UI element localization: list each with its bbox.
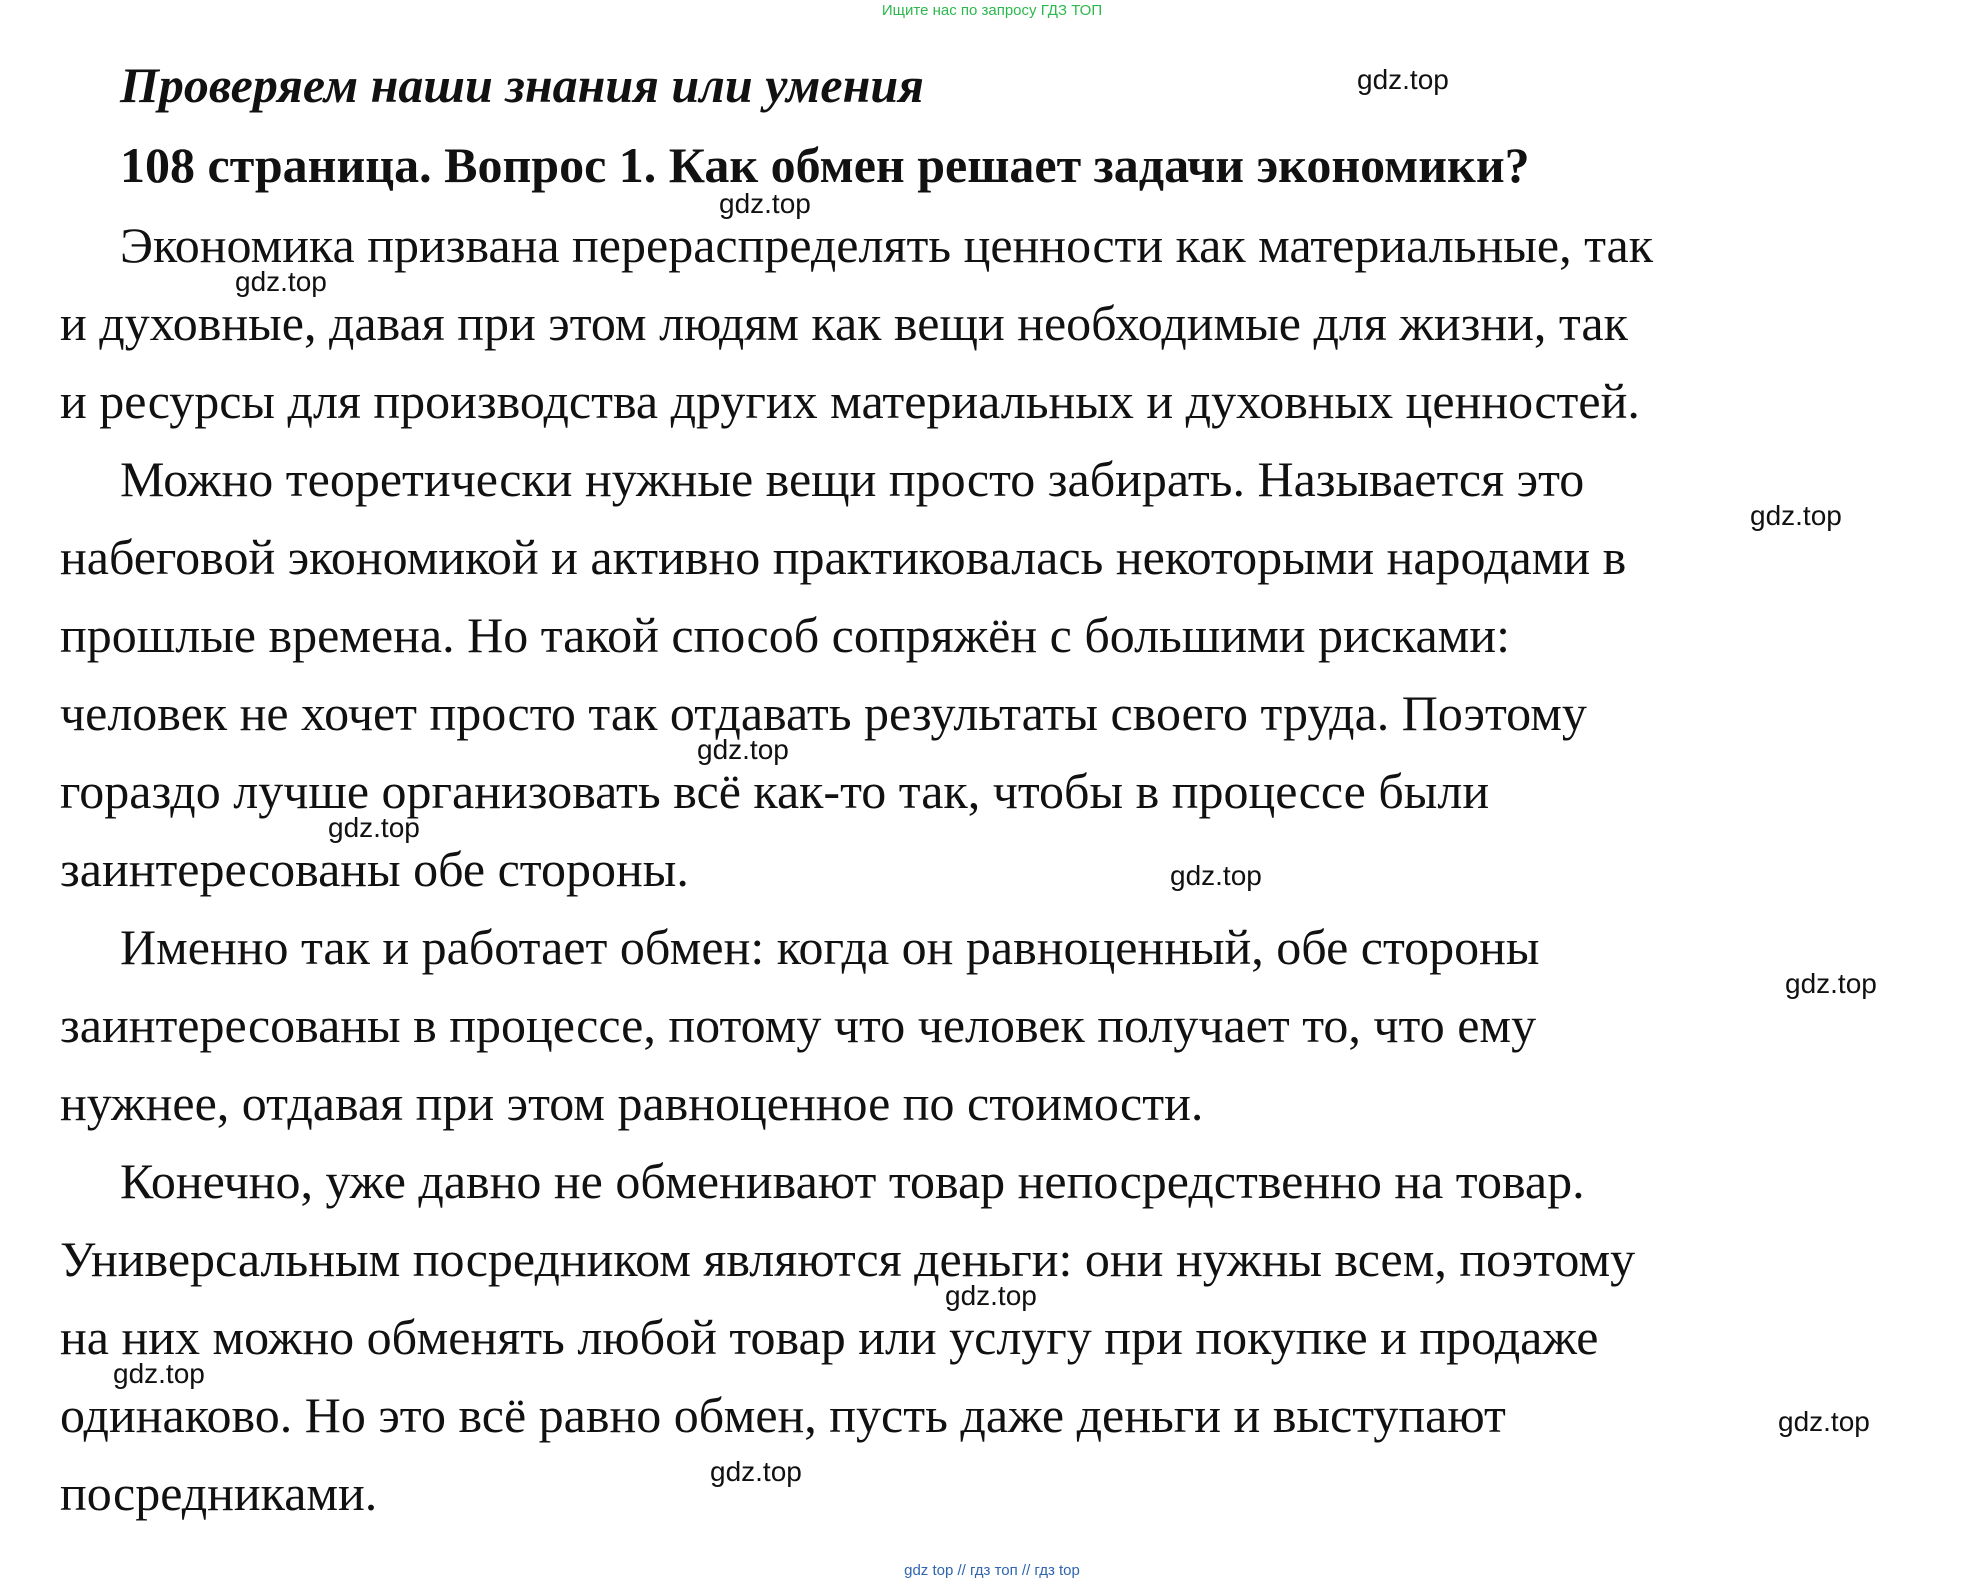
text-line: одинаково. Но это всё равно обмен, пусть даже деньги и выступают — [60, 1387, 1506, 1443]
watermark: gdz.top — [945, 1280, 1037, 1311]
watermark: gdz.top — [1750, 500, 1842, 531]
text-line: гораздо лучше организовать всё как-то так, чтобы в процессе были — [60, 763, 1490, 819]
text-line: нужнее, отдавая при этом равноценное по стоимости. — [60, 1075, 1204, 1131]
text-line: заинтересованы в процессе, потому что человек получает то, что ему — [60, 997, 1537, 1053]
text-line: прошлые времена. Но такой способ сопряжён с большими рисками: — [60, 607, 1510, 663]
text-line: Можно теоретически нужные вещи просто забирать. Называется это — [120, 451, 1585, 507]
text-line: Экономика призвана перераспределять ценности как материальные, так — [120, 217, 1654, 273]
question-title: 108 страница. Вопрос 1. Как обмен решает задачи экономики? — [120, 137, 1530, 193]
text-line: человек не хочет просто так отдавать результаты своего труда. Поэтому — [60, 685, 1587, 741]
watermark: gdz.top — [1357, 64, 1449, 95]
watermark: gdz.top — [328, 812, 420, 843]
watermark: gdz.top — [1170, 860, 1262, 891]
text-line: и духовные, давая при этом людям как вещи необходимые для жизни, так — [60, 295, 1628, 351]
text-line: посредниками. — [60, 1465, 378, 1521]
watermark: gdz.top — [1785, 968, 1877, 999]
watermark: gdz.top — [697, 734, 789, 765]
text-line: набеговой экономикой и активно практиковалась некоторыми народами в — [60, 529, 1627, 585]
watermark: gdz.top — [235, 266, 327, 297]
watermark: gdz.top — [1778, 1406, 1870, 1437]
watermark: gdz.top — [710, 1456, 802, 1487]
watermark: gdz.top — [719, 188, 811, 219]
text-line: на них можно обменять любой товар или услугу при покупке и продаже — [60, 1309, 1599, 1365]
section-title: Проверяем наши знания или умения — [120, 57, 924, 113]
text-line: Конечно, уже давно не обменивают товар непосредственно на товар. — [120, 1153, 1585, 1209]
text-line: Именно так и работает обмен: когда он равноценный, обе стороны — [120, 919, 1540, 975]
watermark: gdz.top — [113, 1358, 205, 1389]
text-line: Универсальным посредником являются деньги: они нужны всем, поэтому — [60, 1231, 1636, 1287]
text-line: заинтересованы обе стороны. — [60, 841, 689, 897]
top-banner[interactable]: Ищите нас по запросу ГДЗ ТОП — [881, 2, 1103, 19]
footer-links[interactable]: gdz top // гдз топ // гдз top — [904, 1562, 1080, 1579]
text-line: и ресурсы для производства других материальных и духовных ценностей. — [60, 373, 1640, 429]
